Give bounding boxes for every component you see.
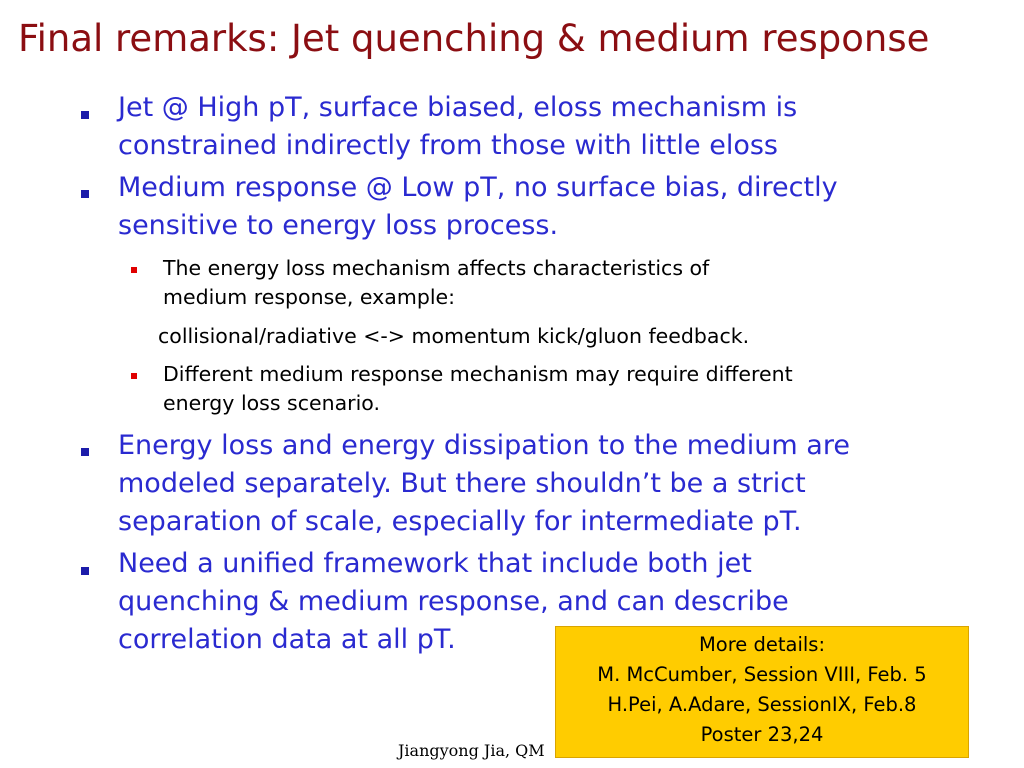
- callout-line: M. McCumber, Session VIII, Feb. 5: [597, 663, 927, 686]
- callout-line: Poster 23,24: [700, 723, 824, 746]
- more-details-callout: [555, 626, 969, 758]
- sub-bullet-marker: [131, 373, 137, 379]
- bullet-text: Medium response @ Low pT, no surface bias, directly sensitive to energy loss process.: [118, 172, 838, 241]
- bullet-marker: [81, 448, 89, 456]
- bullet-text: Need a unified framework that include both jet quenching & medium response, and can describe correlation data at all pT.: [118, 548, 789, 655]
- sub-note-text: collisional/radiative <-> momentum kick/gluon feedback.: [158, 324, 750, 348]
- callout-line: H.Pei, A.Adare, SessionIX, Feb.8: [607, 693, 917, 716]
- slide-footer: Jiangyong Jia, QM: [398, 741, 545, 760]
- slide-title: Final remarks: Jet quenching & medium response: [18, 17, 930, 60]
- bullet-text: Energy loss and energy dissipation to the medium are modeled separately. But there shouldn’t be a strict separation of scale, especially for intermediate pT.: [118, 430, 850, 537]
- sub-bullet-text: The energy loss mechanism affects characteristics of medium response, example:: [163, 256, 710, 309]
- callout-line: More details:: [698, 633, 826, 656]
- sub-bullet-text: Different medium response mechanism may require different energy loss scenario.: [163, 362, 793, 415]
- bullet-marker: [81, 190, 89, 198]
- bullet-marker: [81, 111, 89, 119]
- sub-bullet-marker: [131, 267, 137, 273]
- bullet-marker: [81, 567, 89, 575]
- bullet-text: Jet @ High pT, surface biased, eloss mechanism is constrained indirectly from those with little eloss: [118, 92, 798, 161]
